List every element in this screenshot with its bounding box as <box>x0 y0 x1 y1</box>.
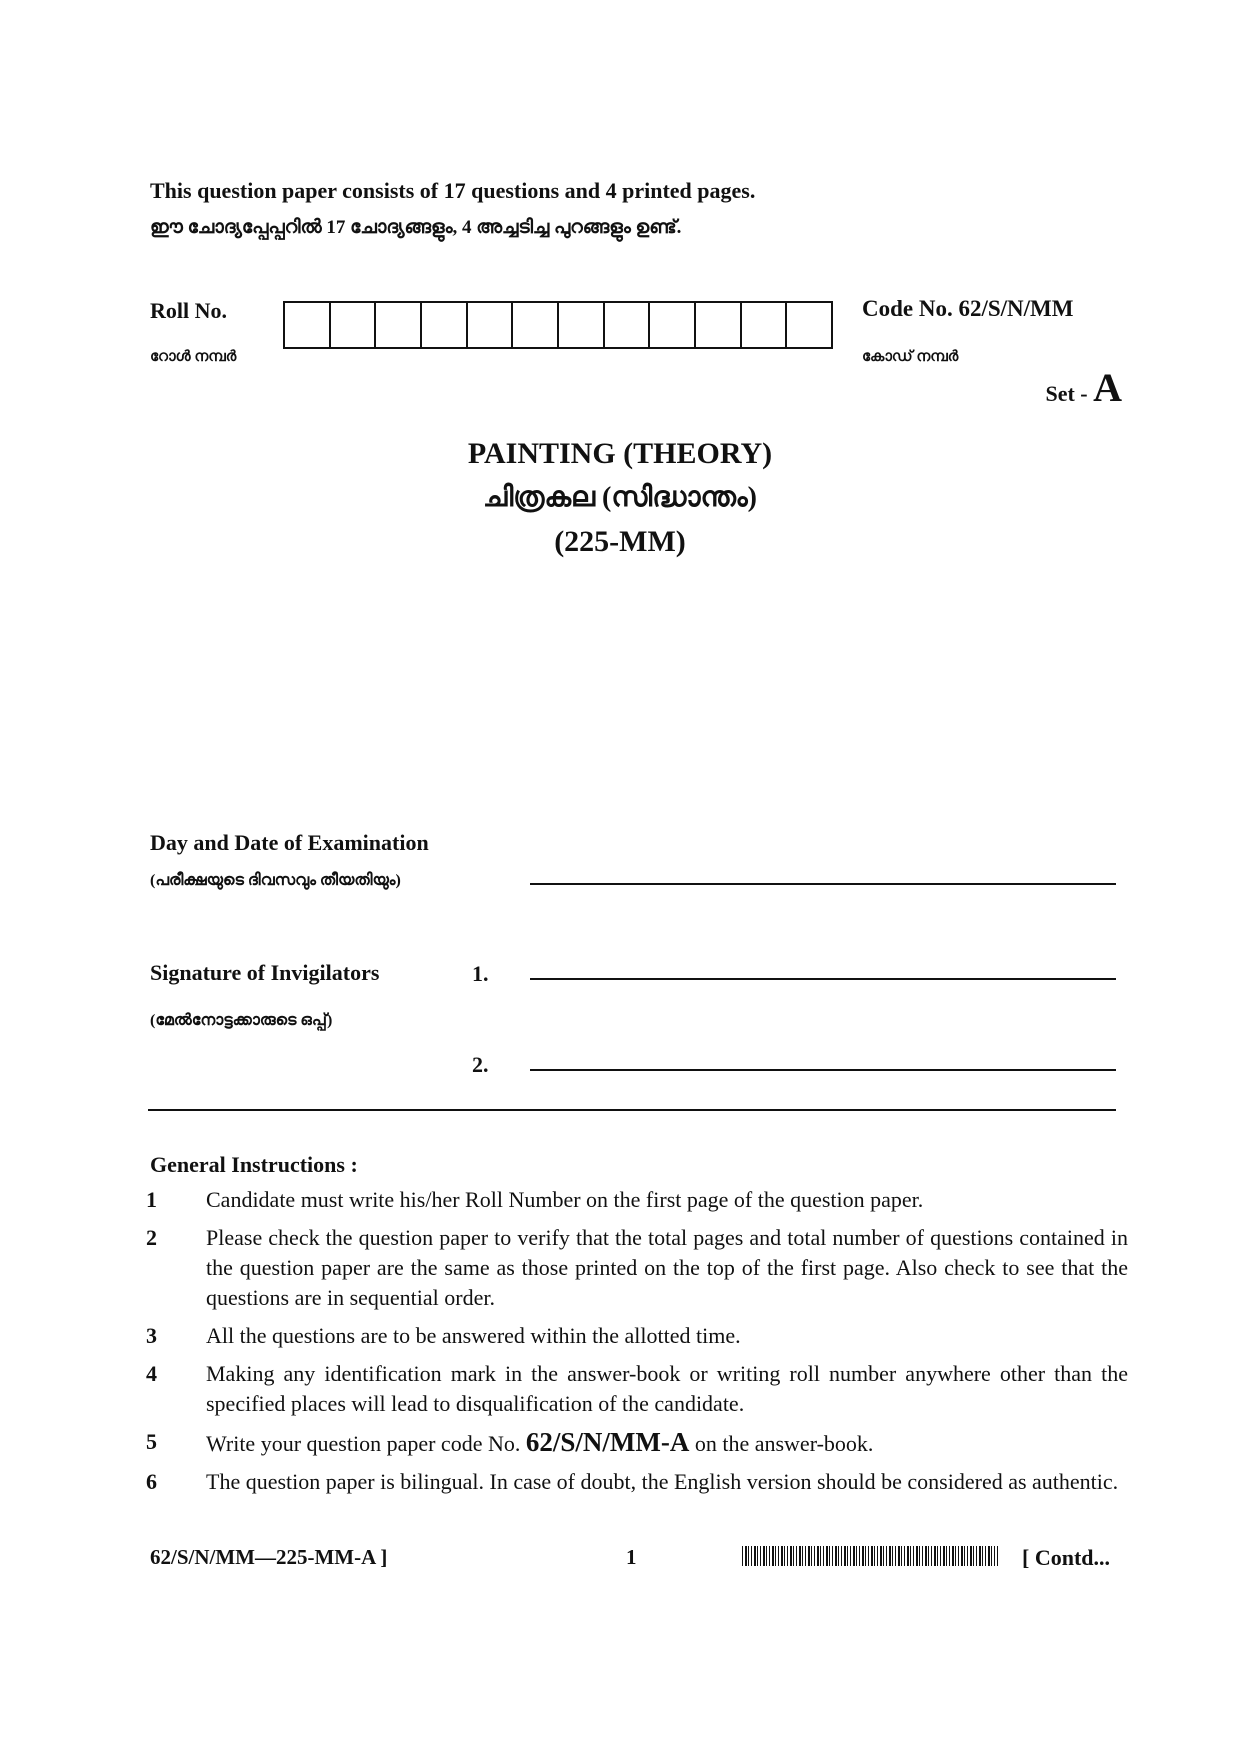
instruction-item <box>146 1467 1128 1497</box>
instruction-number: 2 <box>146 1225 157 1250</box>
instruction-text: Candidate must write his/her Roll Number on the first page of the question paper. <box>206 1187 924 1212</box>
instruction-number: 5 <box>146 1429 157 1454</box>
instruction-text-before: Write your question paper code No. <box>206 1431 526 1456</box>
roll-number-label: Roll No. <box>150 298 227 323</box>
instruction-text: The question paper is bilingual. In case of doubt, the English version should be considered as authentic. <box>206 1469 1119 1494</box>
roll-number-box[interactable] <box>605 303 651 347</box>
instruction-text <box>206 1427 1128 1459</box>
set-label: Set - <box>1045 381 1094 406</box>
roll-number-label-malayalam: റോൾ നമ്പർ <box>150 349 237 365</box>
roll-number-box[interactable] <box>559 303 605 347</box>
general-instructions-list <box>146 1185 1128 1505</box>
subject-title-english: PAINTING (THEORY) <box>467 437 773 470</box>
subject-code: (225-MM) <box>554 525 686 558</box>
roll-number-box[interactable] <box>787 303 831 347</box>
roll-number-box[interactable] <box>650 303 696 347</box>
roll-number-box[interactable] <box>285 303 331 347</box>
exam-date-line[interactable] <box>530 883 1116 885</box>
subject-title-malayalam: ചിത്രകല (സിദ്ധാന്തം) <box>483 482 757 513</box>
instruction-number: 6 <box>146 1469 157 1494</box>
subject-title-block <box>0 432 1240 564</box>
invigilators-label-malayalam: (മേൽനോട്ടക്കാരുടെ ഒപ്പ്) <box>150 1012 333 1029</box>
pages-info-malayalam: ഈ ചോദ്യപ്പേപ്പറിൽ 17 ചോദ്യങ്ങളും, 4 അച്ചടിച്ച പുറങ്ങളും ഉണ്ട്. <box>150 217 682 238</box>
roll-number-box[interactable] <box>513 303 559 347</box>
invigilator-number-2: 2. <box>472 1052 489 1077</box>
code-number-label-malayalam: കോഡ് നമ്പർ <box>862 349 959 365</box>
footer-paper-code: 62/S/N/MM—225-MM-A ] <box>150 1545 388 1569</box>
section-divider <box>148 1109 1116 1111</box>
invigilator-number-1: 1. <box>472 961 489 986</box>
instruction-text-after: on the answer-book. <box>689 1431 874 1456</box>
paper-code-inline: 62/S/N/MM-A <box>525 1427 690 1457</box>
instruction-item <box>146 1321 1128 1351</box>
instruction-text: All the questions are to be answered within the allotted time. <box>206 1323 741 1348</box>
footer-continued: [ Contd... <box>1022 1545 1111 1570</box>
pages-info-english: This question paper consists of 17 questions and 4 printed pages. <box>150 178 756 203</box>
set-indicator <box>1045 364 1122 411</box>
instruction-item <box>146 1359 1128 1419</box>
roll-number-box[interactable] <box>696 303 742 347</box>
exam-date-label-malayalam: (പരീക്ഷയുടെ ദിവസവും തീയതിയും) <box>150 872 401 889</box>
footer-page-number: 1 <box>626 1545 637 1569</box>
roll-number-box[interactable] <box>422 303 468 347</box>
invigilator-1-signature-line[interactable] <box>530 978 1116 980</box>
instruction-text: Making any identification mark in the answer-book or writing roll number anywhere other than the specified places will lead to disqualification of the candidate. <box>206 1361 1128 1416</box>
invigilators-label: Signature of Invigilators <box>150 960 380 985</box>
code-number-label: Code No. 62/S/N/MM <box>862 296 1074 321</box>
roll-number-box[interactable] <box>742 303 788 347</box>
instruction-number: 3 <box>146 1323 157 1348</box>
roll-number-box[interactable] <box>468 303 514 347</box>
instruction-item <box>146 1427 1128 1459</box>
instruction-item <box>146 1185 1128 1215</box>
exam-date-label: Day and Date of Examination <box>150 830 429 855</box>
instruction-item <box>146 1223 1128 1313</box>
barcode-icon <box>742 1546 998 1566</box>
instruction-number: 1 <box>146 1187 157 1212</box>
instruction-text: Please check the question paper to verify that the total pages and total number of questions contained in the question paper are the same as those printed on the top of the first page. Also check to see that the questions are in sequential order. <box>206 1225 1128 1310</box>
set-value: A <box>1093 365 1122 410</box>
general-instructions-title: General Instructions : <box>150 1152 358 1177</box>
instruction-number: 4 <box>146 1361 157 1386</box>
roll-number-boxes[interactable] <box>283 301 833 349</box>
roll-number-box[interactable] <box>376 303 422 347</box>
invigilator-2-signature-line[interactable] <box>530 1069 1116 1071</box>
roll-number-box[interactable] <box>331 303 377 347</box>
